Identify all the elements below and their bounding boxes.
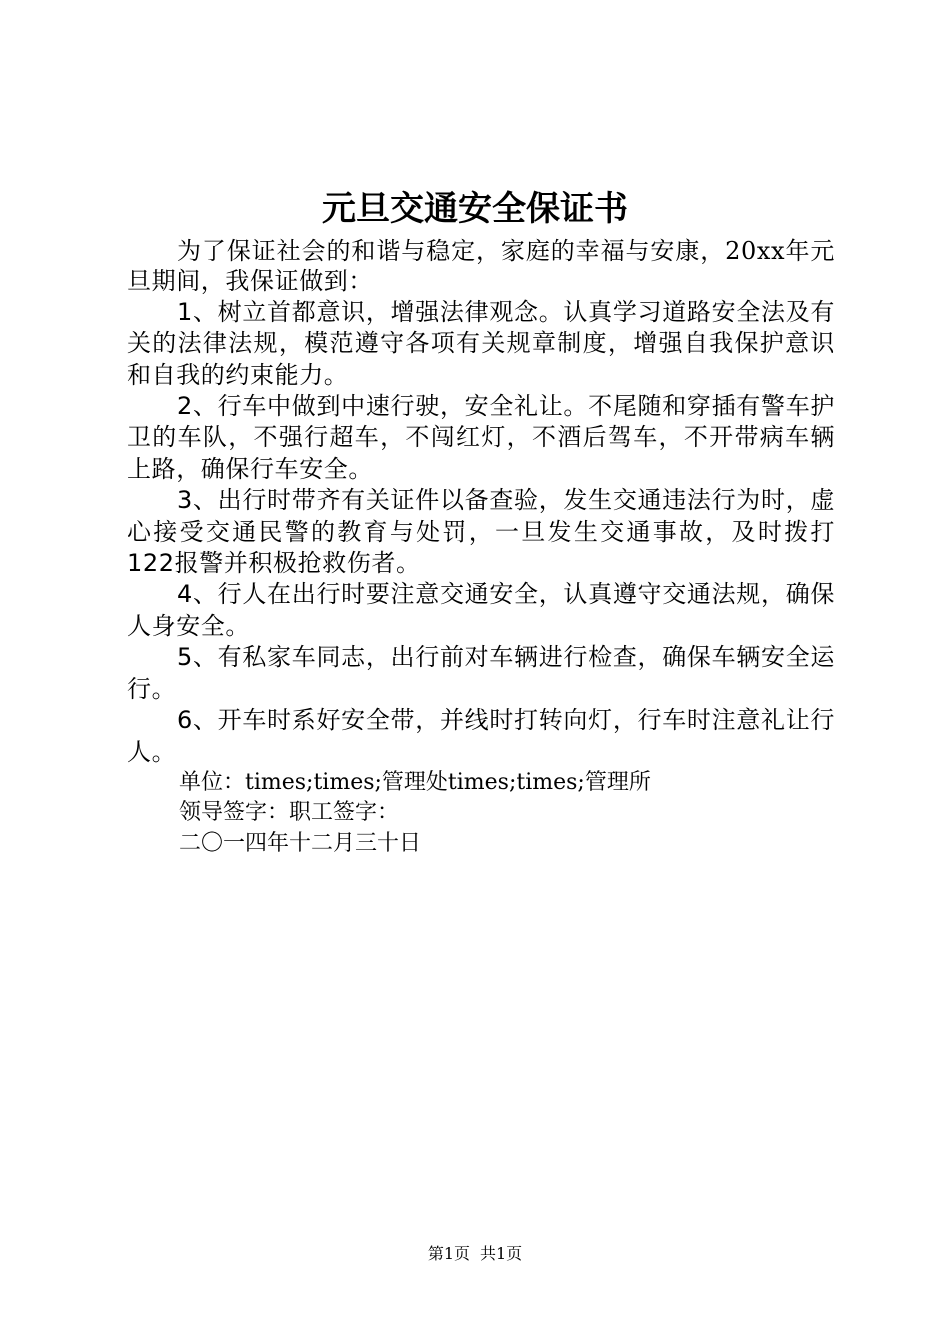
- intro-paragraph: 为了保证社会的和谐与稳定，家庭的幸福与安康，20xx年元旦期间，我保证做到：: [127, 237, 835, 296]
- date-line: 二〇一四年十二月三十日: [179, 830, 422, 856]
- item-3-lead: 3、出行时带齐有关证件以备查验，发生交通违法行为时，虚心接受交通民警的教育与处罚，一旦发生交通事故，及时拨打122报警并积极抢救伤者。: [127, 486, 835, 578]
- item-paragraph-1: [127, 297, 835, 391]
- document-title: 元旦交通安全保证书: [322, 189, 628, 229]
- item-2-text: 不尾随和穿插有警车护卫的车队，不强行超车，不闯红灯，不酒后驾车，不开带病车辆上路，确保行车安全。: [127, 392, 836, 483]
- item-paragraph-6: [127, 705, 835, 768]
- item-1-text: 认真学习道路安全法及有关的法律法规，模范遵守各项有关规章制度，增强自我保护意识和自我的约束能力。: [127, 297, 835, 389]
- item-4-lead: 4、行人在出行时要注意交通安全，认真遵守交通法规，确保人身安全。: [127, 580, 835, 640]
- page-number: 第1页: [427, 1244, 470, 1263]
- page-total: 共1页: [480, 1244, 523, 1263]
- item-paragraph-5: [127, 642, 835, 705]
- item-paragraph-4: [127, 579, 835, 642]
- unit-line: 单位：times;times;管理处times;times;管理所: [179, 769, 651, 795]
- item-6-lead: 6、开车时系好安全带，并线时打转向灯，行车时注意礼让行人。: [127, 706, 835, 766]
- document-body: [127, 236, 835, 859]
- item-5-lead: 5、有私家车同志，出行前对车辆进行检查，确保车辆安全运行。: [127, 643, 835, 703]
- item-2-lead: 2、行车中做到中速行驶，安全礼让。: [177, 392, 589, 421]
- item-paragraph-2: [127, 391, 835, 485]
- item-1-lead: 1、树立首都意识，增强法律观念。: [177, 297, 564, 326]
- item-paragraph-3: [127, 485, 835, 579]
- signature-line: 领导签字：职工签字：: [179, 800, 400, 826]
- page-footer: [0, 1243, 950, 1265]
